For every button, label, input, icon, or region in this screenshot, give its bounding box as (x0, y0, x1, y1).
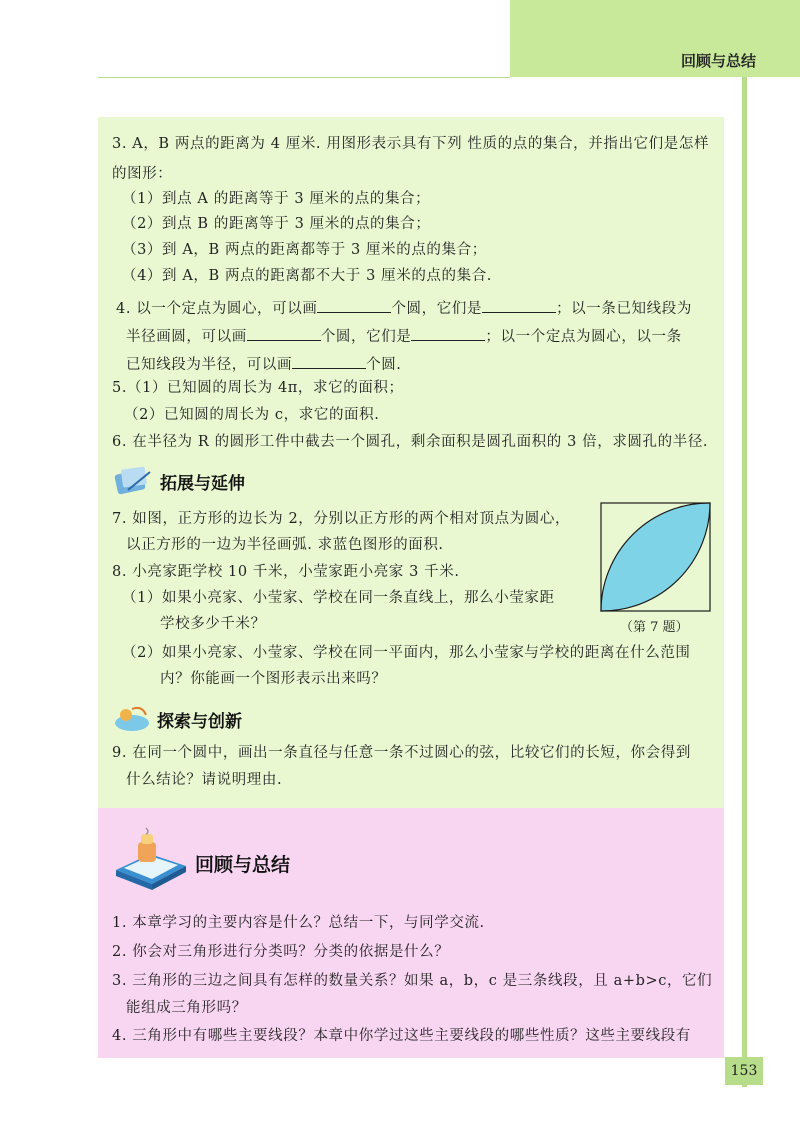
header-rule (98, 77, 510, 78)
exercise-8-item-2-cont: 内？你能画一个图形表示出来吗？ (160, 671, 387, 687)
margin-bar (742, 77, 747, 1087)
exercise-7-line-1: 7. 如图，正方形的边长为 2，分别以正方形的两个相对顶点为圆心， (112, 511, 571, 527)
exercise-3-line-2: 的图形： (112, 166, 173, 182)
book-icon (112, 826, 190, 890)
review-title: 回顾与总结 (195, 854, 291, 876)
ex4-text-2b: 个圆，它们是 (320, 329, 412, 345)
exercise-8: 8. 小亮家距学校 10 千米，小莹家距小亮家 3 千米. (112, 564, 460, 580)
page-number: 153 (725, 1057, 763, 1085)
review-item-3: 3. 三角形的三边之间具有怎样的数量关系？如果 a，b，c 是三条线段，且 a+b>c，它们 (112, 973, 713, 989)
exercise-9-line-1: 9. 在同一个圆中，画出一条直径与任意一条不过圆心的弦，比较它们的长短，你会得到 (112, 745, 691, 761)
exercise-4-line-3 (126, 354, 402, 375)
header-tab (510, 0, 800, 77)
review-item-2: 2. 你会对三角形进行分类吗？分类的依据是什么？ (112, 944, 450, 960)
explore-section-icon (112, 703, 152, 733)
exercise-7-figure (600, 502, 712, 612)
fill-blank[interactable] (482, 298, 556, 313)
review-panel (98, 808, 724, 1058)
ex4-text-2a: 半径画圆，可以画 (126, 329, 247, 345)
exercise-3-item-2: （2）到点 B 的距离等于 3 厘米的点的集合； (122, 216, 431, 232)
exercise-5-item-1: 5.（1）已知圆的周长为 4π，求它的面积； (112, 380, 404, 396)
ex4-text-1a: 4. 以一个定点为圆心，可以画 (116, 301, 318, 317)
ex4-text-3b: 个圆. (366, 357, 402, 373)
extend-section-title: 拓展与延伸 (160, 474, 245, 494)
exercise-4-line-1 (116, 298, 692, 319)
fill-blank[interactable] (317, 298, 391, 313)
exercise-3-item-1: （1）到点 A 的距离等于 3 厘米的点的集合； (122, 191, 431, 207)
header-title: 回顾与总结 (680, 52, 756, 70)
review-item-4: 4. 三角形中有哪些主要线段？本章中你学过这些主要线段的哪些性质？这些主要线段有 (112, 1028, 691, 1044)
exercise-8-item-1-cont: 学校多少千米？ (160, 616, 266, 632)
extend-section-icon (114, 466, 154, 496)
exercise-8-item-2: （2）如果小亮家、小莹家、学校在同一平面内，那么小莹家与学校的距离在什么范围 (122, 645, 691, 661)
review-item-3-cont: 能组成三角形吗？ (126, 1000, 247, 1016)
ex4-text-2c: ；以一个定点为圆心，以一条 (485, 329, 682, 345)
exercise-8-item-1: （1）如果小亮家、小莹家、学校在同一条直线上，那么小莹家距 (122, 590, 555, 606)
exercise-7-line-2: 以正方形的一边为半径画弧. 求蓝色图形的面积. (126, 537, 444, 553)
review-item-1: 1. 本章学习的主要内容是什么？总结一下，与同学交流. (112, 915, 485, 931)
fill-blank[interactable] (292, 354, 366, 369)
ex4-text-1b: 个圆，它们是 (391, 301, 483, 317)
exercise-3-line-1: 3. A，B 两点的距离为 4 厘米. 用图形表示具有下列 性质的点的集合，并指出它们是怎样 (112, 136, 710, 152)
explore-section-title: 探索与创新 (157, 712, 242, 732)
exercise-6: 6. 在半径为 R 的圆形工件中截去一个圆孔，剩余面积是圆孔面积的 3 倍，求圆孔的半径. (112, 434, 709, 450)
exercise-4-line-2 (126, 326, 682, 347)
figure-caption: （第 7 题） (620, 620, 689, 635)
exercise-3-item-4: （4）到 A，B 两点的距离都不大于 3 厘米的点的集合. (122, 268, 493, 284)
exercise-5-item-2: （2）已知圆的周长为 c，求它的面积. (124, 407, 380, 423)
exercise-3-item-3: （3）到 A，B 两点的距离都等于 3 厘米的点的集合； (122, 242, 487, 258)
exercise-9-line-2: 什么结论？请说明理由. (126, 772, 283, 788)
fill-blank[interactable] (411, 326, 485, 341)
fill-blank[interactable] (247, 326, 321, 341)
ex4-text-3a: 已知线段为半径，可以画 (126, 357, 293, 373)
ex4-text-1c: ；以一条已知线段为 (556, 301, 692, 317)
